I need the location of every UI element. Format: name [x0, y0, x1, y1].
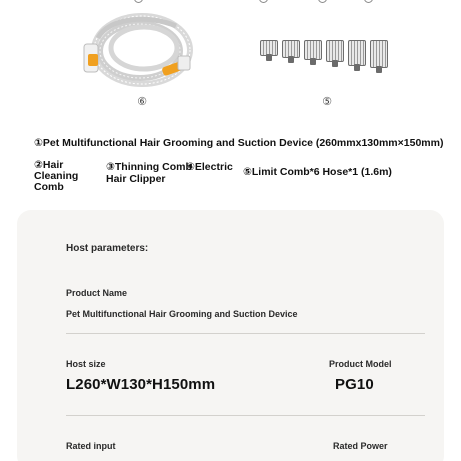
host-size-value: L260*W130*H150mm: [66, 376, 216, 393]
callout-combs: ⑤: [322, 96, 332, 108]
divider: [66, 415, 425, 416]
comb-tab: [310, 58, 316, 65]
product-accessories-area: [0, 0, 461, 210]
callout-hose: ⑥: [137, 96, 147, 108]
host-parameters-card: [17, 210, 444, 461]
parts-electric-hair-clipper: Hair Clipper: [106, 173, 166, 185]
product-name-label: Product Name: [66, 288, 128, 298]
limit-comb: [348, 40, 366, 66]
callout-circle-cropped: [364, 0, 373, 3]
parts-electric-clipper-line1: ④Electric: [186, 161, 233, 173]
rated-power-label: Rated Power: [333, 441, 388, 451]
parts-limit-comb-hose: ⑤Limit Comb*6 Hose*1 (1.6m): [243, 166, 392, 178]
parts-hair-clipper-line2: [106, 174, 166, 185]
parts-thinning-comb: ③Thinning Comb: [106, 161, 192, 173]
limit-comb: [304, 40, 322, 60]
limit-comb: [260, 40, 278, 56]
comb-tab: [376, 66, 382, 73]
parts-electric-clipper: [186, 162, 233, 173]
host-size-label: Host size: [66, 359, 106, 369]
product-model-value: PG10: [335, 376, 374, 393]
callout-circle-cropped: [259, 0, 268, 3]
product-name-value: Pet Multifunctional Hair Grooming and Suction Device: [66, 309, 298, 319]
callout-circle-cropped: [134, 0, 143, 3]
comb-tab: [332, 60, 338, 67]
product-model-label: Product Model: [329, 359, 392, 369]
limit-comb: [326, 40, 344, 62]
hose-image: [78, 8, 196, 90]
parts-line-device: ①Pet Multifunctional Hair Grooming and Suction Device (260mmx130mm×150mm): [34, 137, 444, 149]
divider: [66, 333, 425, 334]
limit-comb: [370, 40, 388, 68]
limit-comb: [282, 40, 300, 58]
parts-hair-cleaning-comb: ②Hair Cleaning Comb: [34, 159, 79, 194]
card-heading: Host parameters:: [66, 243, 149, 254]
callout-circle-cropped: [318, 0, 327, 3]
comb-tab: [266, 54, 272, 61]
limit-combs-image: [258, 40, 388, 74]
comb-tab: [288, 56, 294, 63]
comb-tab: [354, 64, 360, 71]
rated-input-label: Rated input: [66, 441, 116, 451]
